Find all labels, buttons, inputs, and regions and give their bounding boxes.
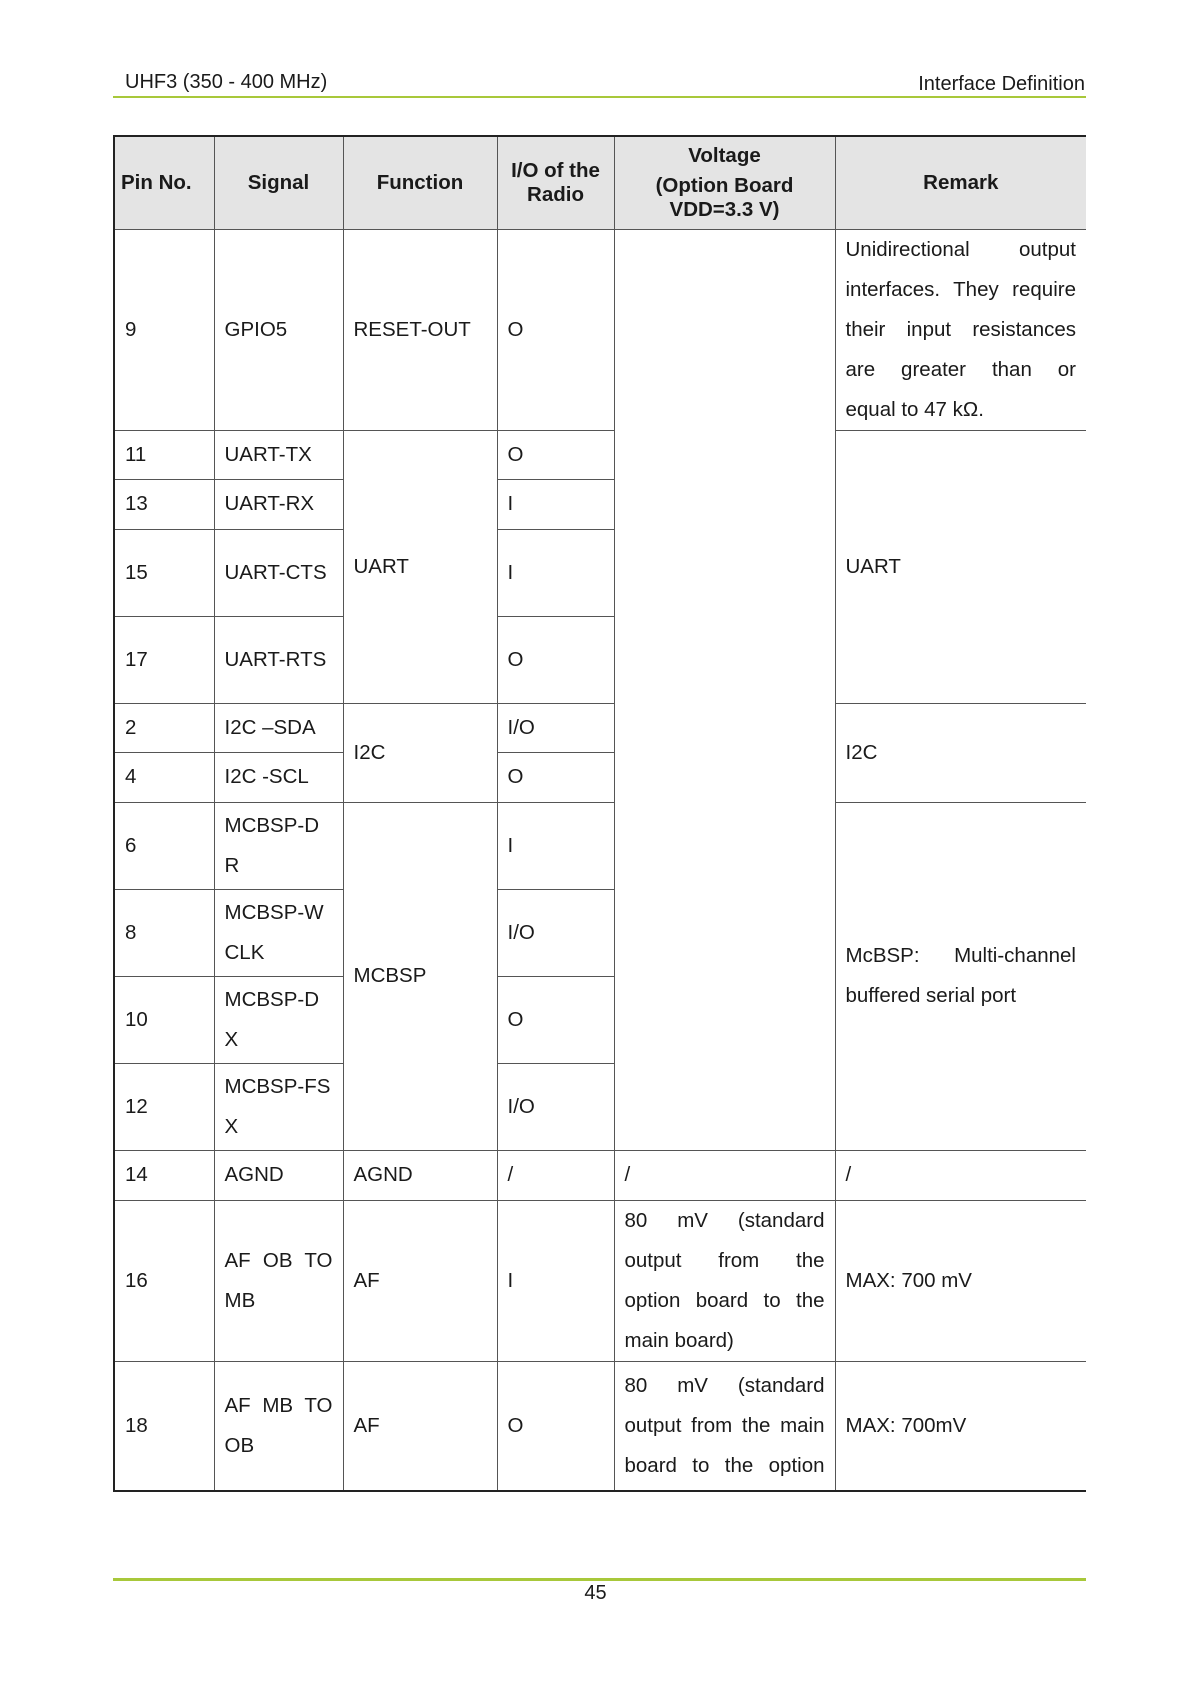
- cell-remark: MAX: 700mV: [835, 1361, 1086, 1491]
- cell-io: O: [497, 752, 614, 802]
- cell-signal: UART-RX: [214, 479, 343, 529]
- cell-pin: 9: [114, 229, 214, 430]
- cell-remark: MAX: 700 mV: [835, 1200, 1086, 1361]
- cell-io: O: [497, 976, 614, 1063]
- table-row: [114, 1150, 1086, 1200]
- cell-remark: I2C: [835, 703, 1086, 802]
- cell-io: I: [497, 479, 614, 529]
- table-row: [114, 229, 1086, 430]
- cell-voltage-merged: [614, 229, 835, 1150]
- cell-remark: Unidirectional output interfaces. They require their input resistances are greater than or equal to 47 kΩ.: [835, 229, 1086, 430]
- table-header-row: [114, 136, 1086, 229]
- header-signal: Signal: [214, 136, 343, 229]
- header-rule: [113, 96, 1086, 98]
- cell-pin: 11: [114, 430, 214, 479]
- header-pin-no: Pin No.: [114, 136, 214, 229]
- cell-pin: 10: [114, 976, 214, 1063]
- cell-io: I: [497, 802, 614, 889]
- cell-pin: 16: [114, 1200, 214, 1361]
- header-io: I/O of the Radio: [497, 136, 614, 229]
- table-row: [114, 703, 1086, 752]
- cell-pin: 15: [114, 529, 214, 616]
- cell-io: O: [497, 229, 614, 430]
- header-section-title: Interface Definition: [918, 73, 1085, 95]
- table-row: [114, 802, 1086, 889]
- cell-voltage: 80 mV (standard output from the option board to the main board): [614, 1200, 835, 1361]
- cell-pin: 6: [114, 802, 214, 889]
- cell-signal: AF OB TO MB: [214, 1200, 343, 1361]
- header-remark: Remark: [835, 136, 1086, 229]
- cell-pin: 4: [114, 752, 214, 802]
- cell-function: RESET-OUT: [343, 229, 497, 430]
- cell-voltage: 80 mV (standard output from the main board to the option: [614, 1361, 835, 1491]
- cell-signal: UART-CTS: [214, 529, 343, 616]
- cell-pin: 2: [114, 703, 214, 752]
- cell-function: UART: [343, 430, 497, 703]
- cell-signal: I2C –SDA: [214, 703, 343, 752]
- cell-signal: AGND: [214, 1150, 343, 1200]
- cell-io: /: [497, 1150, 614, 1200]
- header-voltage: Voltage (Option Board VDD=3.3 V): [614, 136, 835, 229]
- cell-io: I: [497, 1200, 614, 1361]
- cell-pin: 14: [114, 1150, 214, 1200]
- table-row: [114, 1200, 1086, 1361]
- cell-function: AF: [343, 1361, 497, 1491]
- header-document-title: UHF3 (350 - 400 MHz): [125, 71, 328, 93]
- cell-signal: UART-TX: [214, 430, 343, 479]
- cell-pin: 17: [114, 616, 214, 703]
- header-function: Function: [343, 136, 497, 229]
- cell-io: O: [497, 1361, 614, 1491]
- cell-voltage: /: [614, 1150, 835, 1200]
- pin-definition-table: [113, 135, 1086, 1492]
- cell-remark: /: [835, 1150, 1086, 1200]
- cell-remark: McBSP: Multi-channel buffered serial port: [835, 802, 1086, 1150]
- cell-pin: 18: [114, 1361, 214, 1491]
- cell-signal: MCBSP-DX: [214, 976, 343, 1063]
- cell-io: O: [497, 616, 614, 703]
- cell-io: I/O: [497, 703, 614, 752]
- cell-io: I/O: [497, 889, 614, 976]
- cell-signal: MCBSP-FSX: [214, 1063, 343, 1150]
- cell-signal: UART-RTS: [214, 616, 343, 703]
- cell-function: AF: [343, 1200, 497, 1361]
- cell-signal: AF MB TO OB: [214, 1361, 343, 1491]
- cell-io: I/O: [497, 1063, 614, 1150]
- cell-io: O: [497, 430, 614, 479]
- cell-function: AGND: [343, 1150, 497, 1200]
- cell-function: MCBSP: [343, 802, 497, 1150]
- cell-pin: 8: [114, 889, 214, 976]
- cell-remark: UART: [835, 430, 1086, 703]
- cell-signal: MCBSP-DR: [214, 802, 343, 889]
- cell-signal: MCBSP-WCLK: [214, 889, 343, 976]
- cell-signal: GPIO5: [214, 229, 343, 430]
- cell-io: I: [497, 529, 614, 616]
- cell-function: I2C: [343, 703, 497, 802]
- pin-table-container: [113, 135, 1086, 1576]
- cell-signal: I2C -SCL: [214, 752, 343, 802]
- table-row: [114, 430, 1086, 479]
- page-number: 45: [584, 1582, 607, 1604]
- table-row: [114, 1361, 1086, 1491]
- cell-pin: 13: [114, 479, 214, 529]
- cell-pin: 12: [114, 1063, 214, 1150]
